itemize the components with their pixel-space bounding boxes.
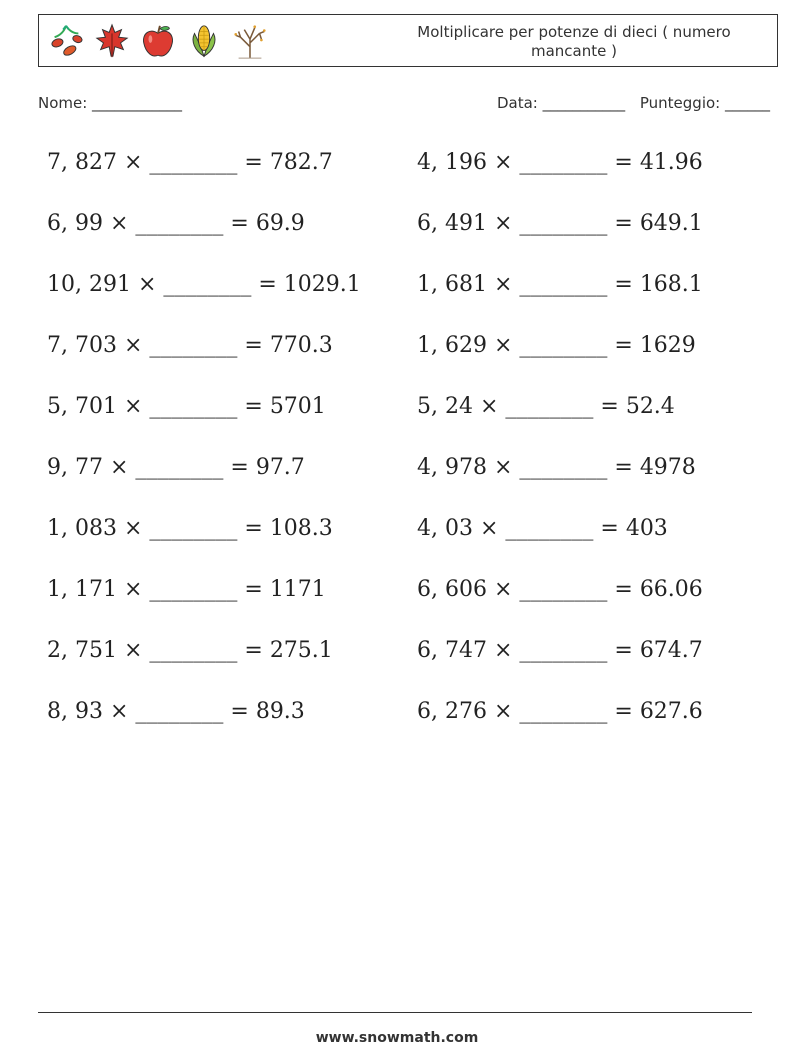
corn-icon (185, 21, 223, 61)
problem-left-5: 5, 701 × ________ = 5701 (47, 394, 326, 419)
problem-right-9: 6, 747 × ________ = 674.7 (417, 638, 703, 663)
worksheet-title: Moltiplicare per potenze di dieci ( numero mancante ) (417, 23, 731, 60)
rosehip-icon (47, 21, 85, 61)
name-field: Nome: ____________ (38, 94, 183, 112)
problem-left-4: 7, 703 × ________ = 770.3 (47, 333, 333, 358)
problem-left-9: 2, 751 × ________ = 275.1 (47, 638, 333, 663)
problem-left-7: 1, 083 × ________ = 108.3 (47, 516, 333, 541)
maple-leaf-icon (93, 21, 131, 61)
problem-left-1: 7, 827 × ________ = 782.7 (47, 150, 333, 175)
worksheet-header (38, 14, 778, 67)
problem-left-2: 6, 99 × ________ = 69.9 (47, 211, 305, 236)
problem-left-10: 8, 93 × ________ = 89.3 (47, 699, 305, 724)
problem-left-6: 9, 77 × ________ = 97.7 (47, 455, 305, 480)
problem-right-6: 4, 978 × ________ = 4978 (417, 455, 696, 480)
footer-site: www.snowmath.com (315, 1030, 479, 1046)
date-field: Data: ___________ (496, 94, 626, 112)
footer-divider (38, 1012, 752, 1013)
problem-right-1: 4, 196 × ________ = 41.96 (417, 150, 703, 175)
problem-right-8: 6, 606 × ________ = 66.06 (417, 577, 703, 602)
problem-left-3: 10, 291 × ________ = 1029.1 (47, 272, 361, 297)
problem-right-10: 6, 276 × ________ = 627.6 (417, 699, 703, 724)
date-score-fields (497, 94, 770, 112)
problem-right-4: 1, 629 × ________ = 1629 (417, 333, 696, 358)
problem-right-3: 1, 681 × ________ = 168.1 (417, 272, 703, 297)
problem-right-7: 4, 03 × ________ = 403 (417, 516, 668, 541)
bare-tree-icon (231, 21, 269, 61)
problem-right-5: 5, 24 × ________ = 52.4 (417, 394, 675, 419)
problem-left-8: 1, 171 × ________ = 1171 (47, 577, 326, 602)
header-icons (47, 21, 269, 61)
score-field: Punteggio: ______ (639, 94, 770, 112)
apple-icon (139, 21, 177, 61)
problem-right-2: 6, 491 × ________ = 649.1 (417, 211, 703, 236)
